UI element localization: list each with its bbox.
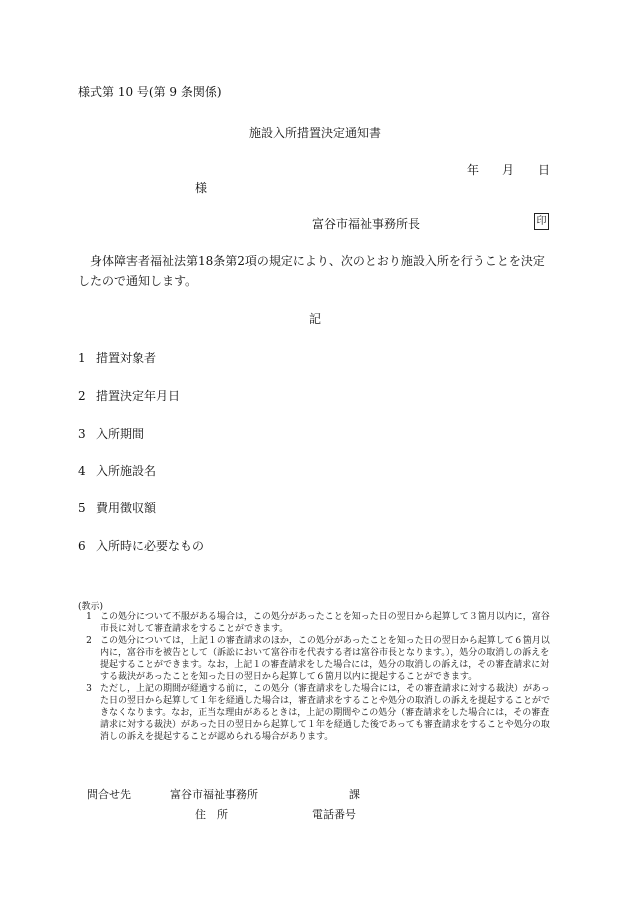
contact-phone-label: 電話番号 bbox=[312, 808, 356, 821]
note-text: この処分については，上記１の審査請求のほか，この処分があったことを知った日の翌日から起算して６箇月以内に，富谷市を被告として（訴訟において富谷市を代表する者は富谷市長となります。），処分の取消しの訴えを提起することができます。なお，上記１の審査請求をした場合には，処分の取消しの訴えは，その審査請求に対する裁決があったことを知った日の翌日から起算して６箇月以内に提起することができます。 bbox=[100, 636, 550, 682]
item-label: 入所施設名 bbox=[96, 464, 157, 478]
note-item bbox=[78, 635, 550, 683]
notes-list bbox=[78, 611, 550, 743]
item-label: 入所時に必要なもの bbox=[96, 539, 205, 553]
ki-heading: 記 bbox=[308, 312, 321, 326]
note-number: 2 bbox=[86, 636, 92, 646]
note-number: 3 bbox=[86, 684, 92, 694]
body-text: 身体障害者福祉法第18条第2項の規定により、次のとおり施設入所を行うことを決定したので通知します。 bbox=[78, 254, 545, 288]
item-number: 1 bbox=[78, 351, 86, 365]
date-year: 年 bbox=[467, 163, 480, 177]
sender-name: 富谷市福祉事務所長 bbox=[312, 217, 421, 231]
contact-section: 課 bbox=[349, 788, 360, 801]
list-item bbox=[78, 462, 156, 479]
contact-address-label: 住 所 bbox=[195, 808, 228, 821]
note-item bbox=[78, 683, 550, 743]
note-number: 1 bbox=[86, 612, 92, 622]
item-number: 2 bbox=[78, 389, 86, 403]
note-item bbox=[78, 611, 550, 635]
item-number: 6 bbox=[78, 539, 86, 553]
date-month: 月 bbox=[502, 163, 515, 177]
document-title: 施設入所措置決定通知書 bbox=[248, 126, 381, 140]
item-label: 措置決定年月日 bbox=[96, 389, 181, 403]
contact-label: 問合せ先 bbox=[87, 788, 131, 801]
item-label: 入所期間 bbox=[96, 427, 145, 441]
list-item bbox=[78, 425, 144, 442]
note-text: ただし，上記の期間が経過する前に，この処分（審査請求をした場合には，その審査請求に対する裁決）があった日の翌日から起算して１年を経過した場合は，審査請求をすることや処分の取消しの訴えを提起することができなくなります。なお，正当な理由があるときは，上記の期間やこの処分（審査請求をした場合には，その審査請求に対する裁決）があった日の翌日から起算して１年を経過した後であっても審査請求をすることや処分の取消しの訴えを提起することが認められる場合があります。 bbox=[100, 684, 551, 742]
item-number: 4 bbox=[78, 464, 86, 478]
item-number: 3 bbox=[78, 427, 86, 441]
notes-title: (教示) bbox=[78, 602, 104, 612]
list-item bbox=[78, 537, 204, 554]
list-item bbox=[78, 349, 156, 366]
date-day: 日 bbox=[538, 163, 551, 177]
item-number: 5 bbox=[78, 501, 86, 515]
note-text: この処分について不服がある場合は，この処分があったことを知った日の翌日から起算して３箇月以内に，富谷市長に対して審査請求をすることができます。 bbox=[100, 612, 550, 634]
item-label: 費用徴収額 bbox=[96, 501, 157, 515]
list-item bbox=[78, 387, 180, 404]
seal-mark: 印 bbox=[534, 213, 549, 230]
contact-office: 富谷市福祉事務所 bbox=[170, 788, 258, 801]
form-number: 様式第 10 号(第 9 条関係) bbox=[78, 85, 222, 99]
item-label: 措置対象者 bbox=[96, 351, 157, 365]
recipient-suffix: 様 bbox=[195, 181, 208, 195]
list-item bbox=[78, 499, 156, 516]
